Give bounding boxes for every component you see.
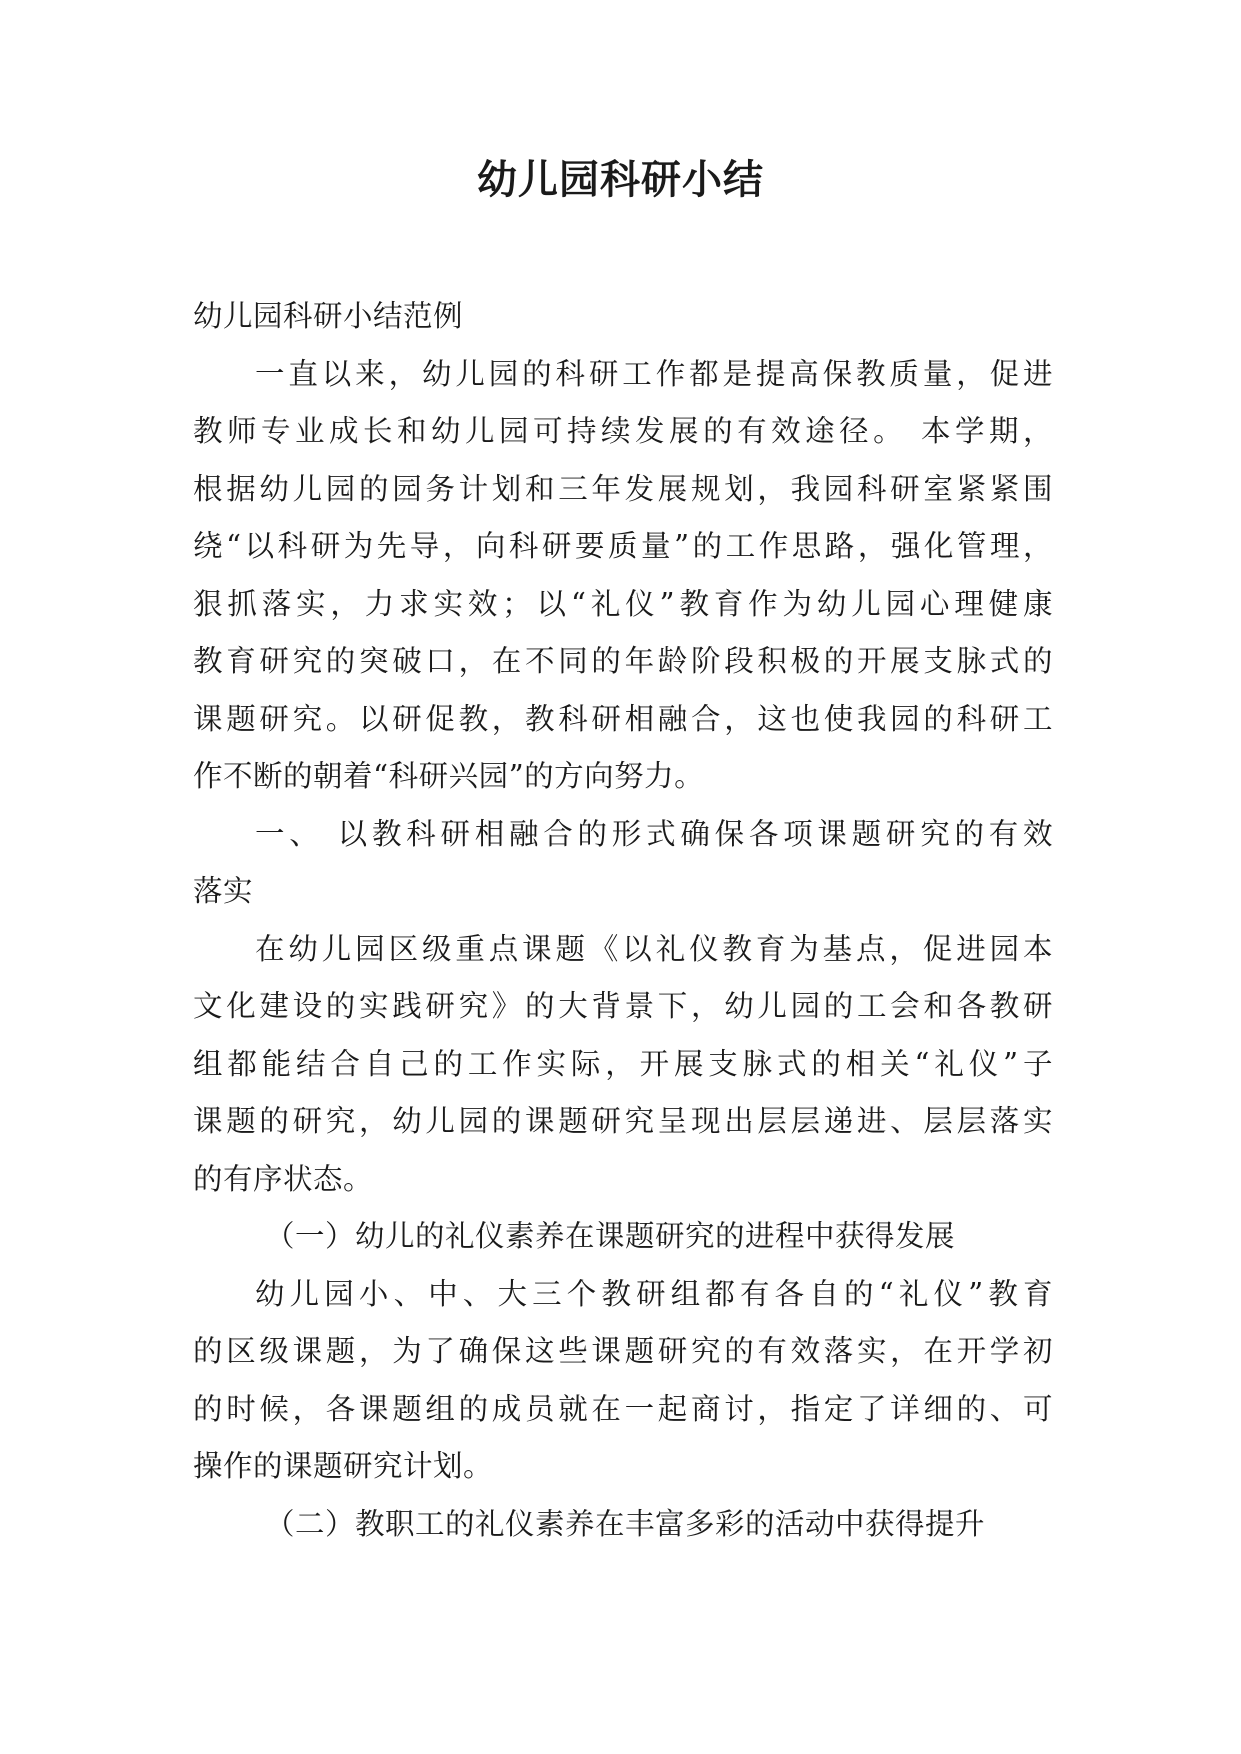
paragraph-line: 作不断的朝着“科研兴园”的方向努力。	[193, 759, 705, 793]
paragraph-line: 绕“以科研为先导，向科研要质量”的工作思路，强化管理，	[193, 529, 1053, 563]
document-body	[193, 288, 1053, 1553]
paragraph-line: 一直以来，幼儿园的科研工作都是提高保教质量，促进	[255, 356, 1053, 391]
paragraph-line: 文化建设的实践研究》的大背景下，幼儿园的工会和各教研	[193, 989, 1053, 1023]
paragraph-line: 组都能结合自己的工作实际，开展支脉式的相关“礼仪”子	[193, 1046, 1053, 1081]
paragraph-line: 课题的研究，幼儿园的课题研究呈现出层层递进、层层落实	[193, 1104, 1053, 1138]
paragraph-line: 教育研究的突破口，在不同的年龄阶段积极的开展支脉式的	[193, 644, 1053, 678]
paragraph-line: 的区级课题，为了确保这些课题研究的有效落实，在开学初	[193, 1334, 1053, 1368]
paragraph-line: 狠抓落实，力求实效；以“礼仪”教育作为幼儿园心理健康	[193, 586, 1053, 621]
paragraph-line: 教师专业成长和幼儿园可持续发展的有效途径。 本学期，	[193, 414, 1053, 448]
section-heading-line: 落实	[193, 874, 254, 908]
subtitle-line: 幼儿园科研小结范例	[193, 299, 464, 333]
paragraph-line: 根据幼儿园的园务计划和三年发展规划，我园科研室紧紧围	[193, 471, 1053, 506]
subsection-heading-line: （二）教职工的礼仪素养在丰富多彩的活动中获得提升	[265, 1506, 986, 1541]
paragraph-line: 的有序状态。	[193, 1161, 374, 1196]
paragraph-line: 课题研究。以研促教，教科研相融合，这也使我园的科研工	[193, 701, 1053, 736]
subsection-heading-line: （一）幼儿的礼仪素养在课题研究的进程中获得发展	[265, 1219, 956, 1253]
document-title: 幼儿园科研小结	[477, 157, 764, 203]
paragraph-line: 在幼儿园区级重点课题《以礼仪教育为基点，促进园本	[255, 931, 1053, 966]
paragraph-line: 幼儿园小、中、大三个教研组都有各自的“礼仪”教育	[255, 1276, 1053, 1311]
paragraph-line: 操作的课题研究计划。	[193, 1449, 494, 1483]
section-heading-line: 一、 以教科研相融合的形式确保各项课题研究的有效	[255, 816, 1053, 851]
paragraph-line: 的时候，各课题组的成员就在一起商讨，指定了详细的、可	[193, 1391, 1053, 1426]
